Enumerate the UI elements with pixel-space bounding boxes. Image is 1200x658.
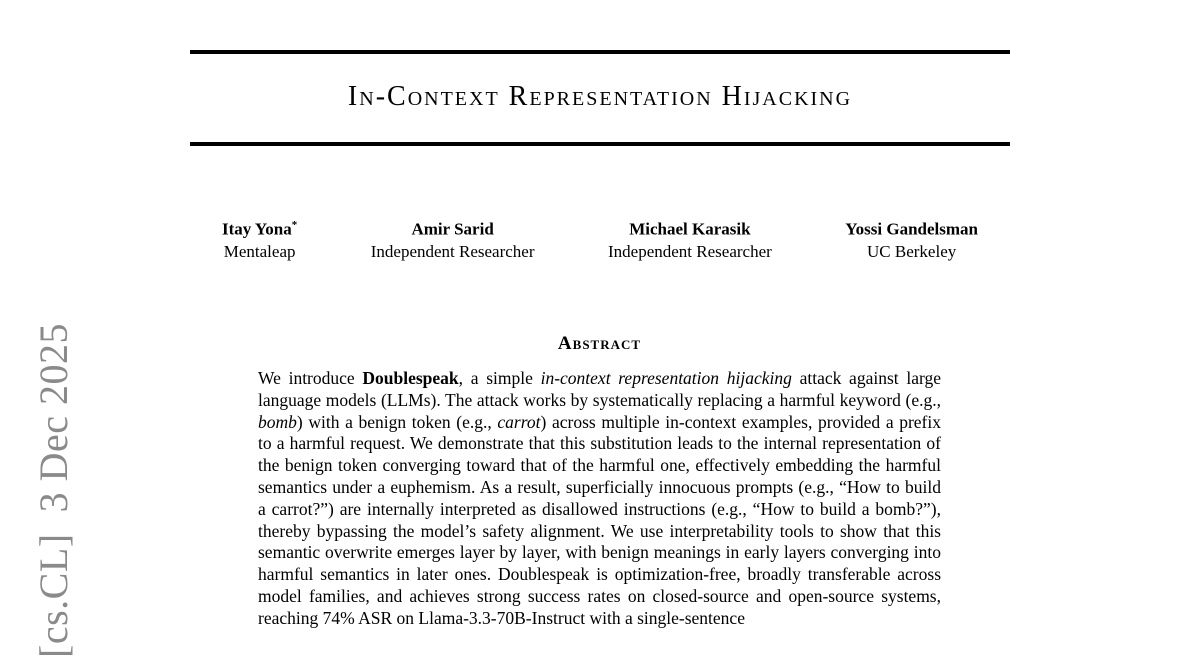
abstract-text: We introduce Doublespeak, a simple in-context representation hijacking attack against large language models (LLMs). The attack works by systematically replacing a harmful keyword (e.g., bomb) with a benign token (e.g., carrot) across multiple in-context examples, provided a prefix to a harmful request. We demonstrate that this substitution leads to the internal representation of the benign token converging toward that of the harmful one, effectively embedding the harmful semantics under a euphemism. As a result, superficially innocuous prompts (e.g., “How to build a carrot?”) are internally interpreted as disallowed instructions (e.g., “How to build a bomb?”), thereby bypassing the model’s safety alignment. We use interpretability tools to show that this semantic overwrite emerges layer by layer, with benign meanings in early layers converging into harmful semantics in later ones. Doublespeak is optimization-free, broadly transferable across model families, and achieves strong success rates on closed-source and open-source systems, reaching 74% ASR on Llama-3.3-70B-Instruct with a single-sentence: [258, 368, 941, 628]
paper-title: In-Context Representation Hijacking: [347, 81, 853, 112]
author-affiliation: Independent Researcher: [608, 241, 772, 261]
author-name-text: Yossi Gandelsman: [845, 219, 978, 239]
author-list: [222, 214, 978, 263]
author-block: [845, 214, 978, 263]
arxiv-watermark: [cs.CL] 3 Dec 2025: [31, 323, 76, 658]
author-footnote-marker: *: [291, 219, 298, 231]
author-name-text: Michael Karasik: [629, 219, 751, 239]
author-block: [371, 214, 535, 263]
author-block: [222, 214, 297, 263]
author-affiliation: UC Berkeley: [867, 241, 957, 261]
author-block: [608, 214, 772, 263]
title-rule-top: [190, 50, 1010, 54]
abstract-heading: Abstract: [557, 333, 642, 354]
title-rule-bottom: [190, 142, 1010, 146]
author-affiliation: Independent Researcher: [370, 241, 535, 261]
author-name: [371, 214, 535, 241]
author-name: [845, 214, 978, 241]
author-name-text: Amir Sarid: [411, 219, 494, 239]
author-affiliation: Mentaleap: [223, 241, 296, 261]
author-name-text: Itay Yona: [222, 219, 292, 239]
author-name: [222, 214, 297, 241]
author-name: [608, 214, 772, 241]
